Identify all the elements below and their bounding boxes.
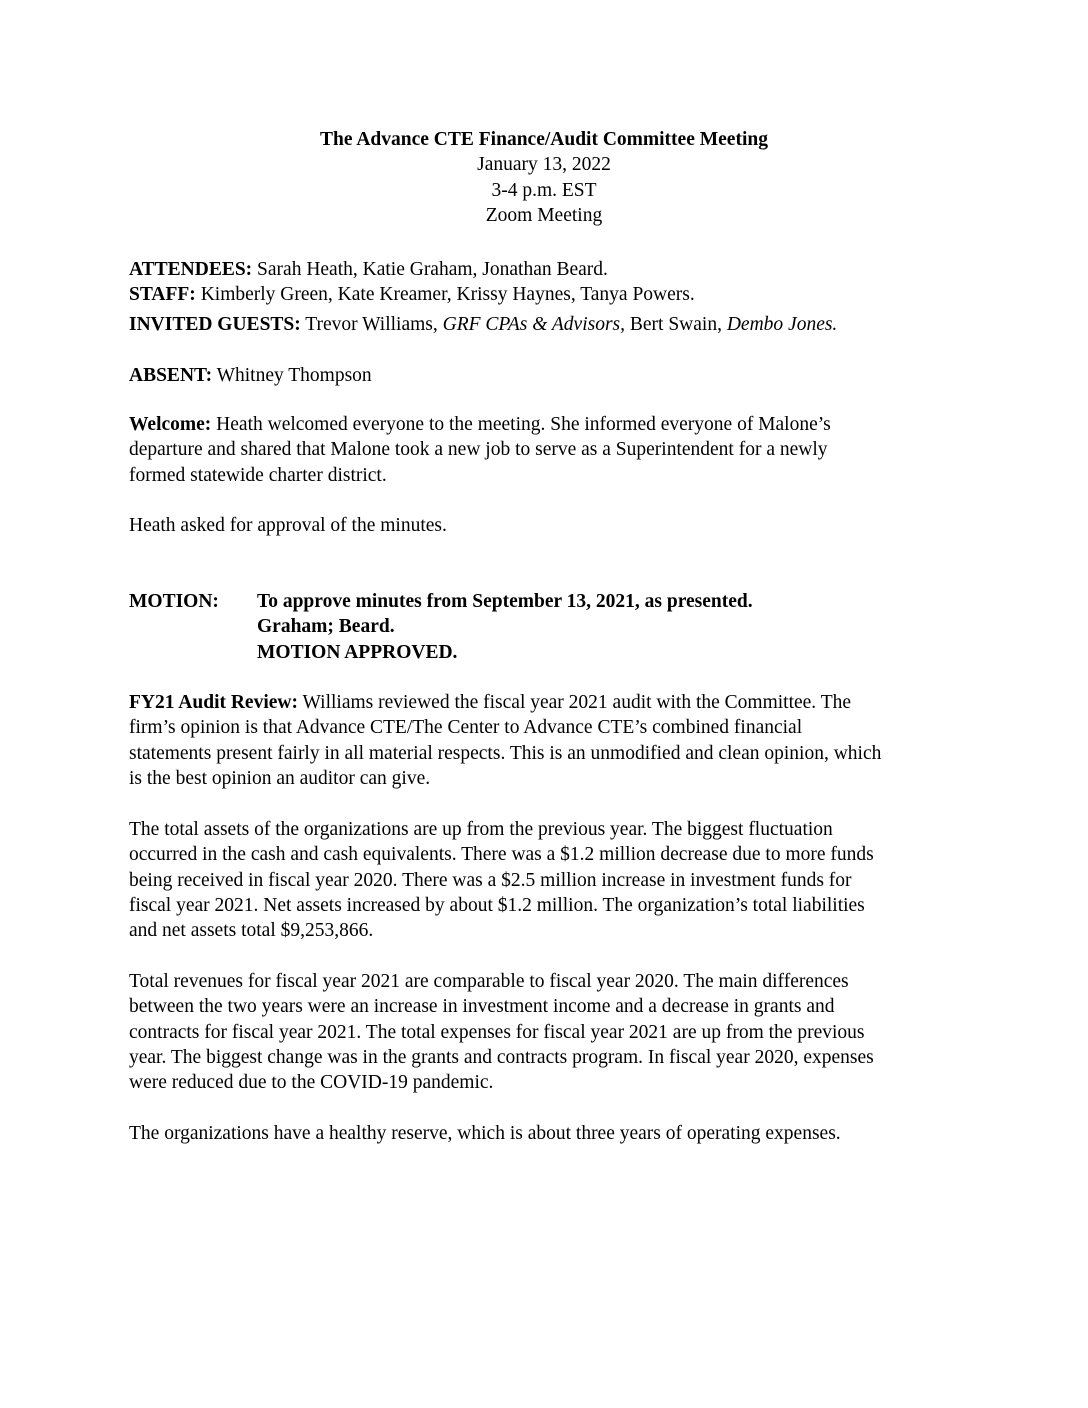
meeting-header: [0, 127, 1088, 228]
absent-label: ABSENT:: [129, 365, 213, 386]
revenues-paragraph: [129, 969, 969, 1095]
absent-line: [129, 363, 969, 388]
audit-line-2: firm’s opinion is that Advance CTE/The Center to Advance CTE’s combined financial: [129, 717, 803, 739]
welcome-line-2: departure and shared that Malone took a new job to serve as a Superintendent for a newly: [129, 439, 828, 461]
meeting-date: January 13, 2022: [477, 154, 611, 176]
motion-text: To approve minutes from September 13, 2021, as presented.: [257, 591, 753, 612]
welcome-line-3: formed statewide charter district.: [129, 464, 387, 486]
staff-names: Kimberly Green, Kate Kreamer, Krissy Haynes, Tanya Powers.: [195, 284, 695, 306]
revenues-line-1: Total revenues for fiscal year 2021 are comparable to fiscal year 2020. The main differences: [129, 971, 849, 992]
guest-firm-1: GRF CPAs & Advisors,: [442, 313, 626, 335]
motion-label: MOTION:: [129, 591, 219, 612]
assets-paragraph: [129, 817, 969, 943]
attendees-line: [129, 257, 969, 282]
audit-review-paragraph: [129, 690, 969, 791]
guest-name-1: Trevor Williams,: [300, 313, 443, 335]
attendees-names: Sarah Heath, Katie Graham, Jonathan Beard.: [252, 259, 608, 280]
revenues-line-3: contracts for fiscal year 2021. The total expenses for fiscal year 2021 are up from the previous: [129, 1021, 865, 1043]
reserve-paragraph: The organizations have a healthy reserve, which is about three years of operating expenses.: [129, 1123, 841, 1144]
approval-request: Heath asked for approval of the minutes.: [129, 515, 447, 536]
welcome-label: Welcome:: [129, 414, 212, 435]
assets-line-2: occurred in the cash and cash equivalents. There was a $1.2 million decrease due to more funds: [129, 844, 874, 866]
staff-line: [129, 282, 969, 307]
welcome-paragraph: [129, 412, 969, 488]
assets-line-5: and net assets total $9,253,866.: [129, 920, 374, 942]
revenues-line-2: between the two years were an increase in investment income and a decrease in grants and: [129, 996, 835, 1018]
meeting-time: 3-4 p.m. EST: [491, 179, 597, 201]
guests-line: [129, 312, 969, 337]
meeting-title: The Advance CTE Finance/Audit Committee Meeting: [320, 129, 768, 150]
guest-name-2: Bert Swain,: [625, 313, 727, 335]
assets-line-4: fiscal year 2021. Net assets increased by about $1.2 million. The organization’s total liabilities: [129, 894, 865, 916]
audit-line-3: statements present fairly in all material respects. This is an unmodified and clean opinion, which: [129, 742, 882, 764]
motion-items: [257, 589, 753, 665]
guest-firm-2: Dembo Jones.: [726, 313, 838, 335]
staff-label: STAFF:: [129, 284, 196, 306]
assets-line-1: The total assets of the organizations are up from the previous year. The biggest fluctuation: [129, 819, 833, 840]
absent-names: Whitney Thompson: [212, 365, 372, 386]
audit-line-1: FY21 Audit Review: Williams reviewed the fiscal year 2021 audit with the Committee. The: [129, 692, 852, 713]
attendees-label: ATTENDEES:: [129, 259, 253, 280]
revenues-line-5: were reduced due to the COVID-19 pandemic.: [129, 1072, 494, 1094]
motion-result: MOTION APPROVED.: [257, 641, 458, 663]
motion-movers: Graham; Beard.: [257, 616, 395, 638]
audit-review-label: FY21 Audit Review:: [129, 692, 298, 713]
meeting-location: Zoom Meeting: [485, 204, 603, 226]
participants-section: [129, 257, 969, 337]
revenues-line-4: year. The biggest change was in the grants and contracts program. In fiscal year 2020, expenses: [129, 1046, 874, 1068]
guests-label: INVITED GUESTS:: [129, 313, 301, 335]
welcome-line-1: Welcome: Heath welcomed everyone to the meeting. She informed everyone of Malone’s: [129, 414, 831, 435]
assets-line-3: being received in fiscal year 2020. There was a $2.5 million increase in investment funds for: [129, 869, 852, 891]
audit-line-4: is the best opinion an auditor can give.: [129, 767, 431, 789]
